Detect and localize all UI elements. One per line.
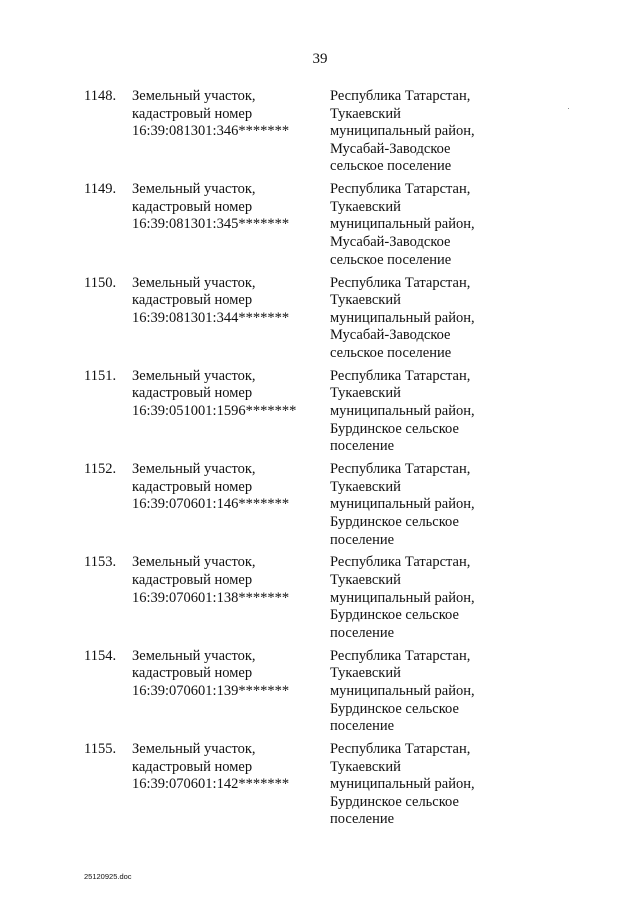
location-line: Тукаевский [330,105,401,122]
entry-description [132,88,322,141]
location-line: Тукаевский [330,292,401,309]
entry-number: 1152. [84,461,117,478]
list-item [0,275,640,368]
entry-location [330,648,530,736]
description-line: кадастровый номер [132,665,253,682]
location-line: Тукаевский [330,758,401,775]
entry-location [330,741,530,829]
entry-number: 1153. [84,554,117,571]
location-line: Республика Татарстан, [330,461,471,478]
location-line: Мусабай-Заводское [330,327,451,344]
description-line: Земельный участок, [132,181,256,198]
location-line: сельское поселение [330,251,452,268]
page-number: 39 [312,51,328,67]
cadastral-number: 16:39:070601:138******* [132,589,290,606]
description-line: Земельный участок, [132,647,256,664]
location-line: Бурдинское сельское [330,420,459,437]
location-line: Республика Татарстан, [330,88,471,104]
location-line: поселение [330,531,395,548]
location-line: муниципальный район, [330,403,475,420]
location-line: Республика Татарстан, [330,367,471,384]
location-line: Тукаевский [330,665,401,682]
location-line: муниципальный район, [330,776,475,793]
list-item [0,181,640,274]
list-item [0,741,640,834]
description-line: кадастровый номер [132,385,253,402]
location-line: муниципальный район, [330,123,475,140]
entry-number: 1155. [84,741,117,758]
location-line: Республика Татарстан, [330,274,471,291]
entry-location [330,275,530,363]
location-line: Бурдинское сельское [330,793,459,810]
cadastral-number: 16:39:070601:139******* [132,682,290,699]
location-line: Мусабай-Заводское [330,234,451,251]
description-line: Земельный участок, [132,88,256,104]
entry-description [132,368,322,421]
description-line: кадастровый номер [132,572,253,589]
entry-location [330,461,530,549]
entry-description [132,741,322,794]
list-item [0,554,640,647]
location-line: муниципальный район, [330,682,475,699]
cadastral-number: 16:39:070601:146******* [132,496,290,513]
entry-location [330,88,530,176]
description-line: кадастровый номер [132,758,253,775]
entry-location [330,554,530,642]
cadastral-number: 16:39:081301:345******* [132,216,290,233]
location-line: Бурдинское сельское [330,513,459,530]
entry-location [330,368,530,456]
location-line: сельское поселение [330,158,452,175]
entry-list [0,88,640,834]
location-line: Тукаевский [330,572,401,589]
entry-location [330,181,530,269]
location-line: Тукаевский [330,198,401,215]
location-line: поселение [330,811,395,828]
entry-number: 1149. [84,181,117,198]
list-item [0,648,640,741]
description-line: Земельный участок, [132,461,256,478]
location-line: Тукаевский [330,385,401,402]
location-line: Республика Татарстан, [330,181,471,198]
cadastral-number: 16:39:081301:346******* [132,123,290,140]
location-line: поселение [330,438,395,455]
location-line: Бурдинское сельское [330,607,459,624]
entry-number: 1148. [84,88,117,104]
description-line: Земельный участок, [132,367,256,384]
location-line: муниципальный район, [330,496,475,513]
location-line: муниципальный район, [330,309,475,326]
description-line: кадастровый номер [132,198,253,215]
cadastral-number: 16:39:051001:1596******* [132,403,297,420]
entry-description [132,181,322,234]
list-item [0,88,640,181]
description-line: Земельный участок, [132,554,256,571]
location-line: Республика Татарстан, [330,554,471,571]
entry-description [132,275,322,328]
footer-filename: 25120925.doc [84,872,132,881]
list-item [0,368,640,461]
list-item [0,461,640,554]
description-line: кадастровый номер [132,105,253,122]
location-line: Бурдинское сельское [330,700,459,717]
location-line: Республика Татарстан, [330,741,471,758]
cadastral-number: 16:39:070601:142******* [132,776,290,793]
location-line: поселение [330,624,395,641]
location-line: Мусабай-Заводское [330,140,451,157]
cadastral-number: 16:39:081301:344******* [132,309,290,326]
entry-description [132,554,322,607]
location-line: Республика Татарстан, [330,647,471,664]
location-line: муниципальный район, [330,216,475,233]
description-line: кадастровый номер [132,478,253,495]
entry-number: 1154. [84,647,117,664]
description-line: Земельный участок, [132,741,256,758]
location-line: муниципальный район, [330,589,475,606]
location-line: Тукаевский [330,478,401,495]
description-line: Земельный участок, [132,274,256,291]
entry-description [132,461,322,514]
entry-number: 1150. [84,274,117,291]
location-line: поселение [330,718,395,735]
entry-number: 1151. [84,367,117,384]
location-line: сельское поселение [330,344,452,361]
description-line: кадастровый номер [132,292,253,309]
entry-description [132,648,322,701]
